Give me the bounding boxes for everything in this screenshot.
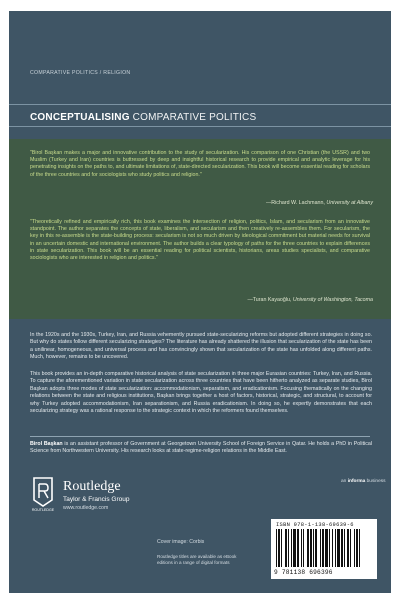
endorsement-affiliation: University at Albany	[326, 200, 373, 206]
barcode-bar	[313, 529, 314, 567]
endorsement-attribution	[266, 200, 373, 206]
barcode-bar	[335, 529, 336, 567]
informa-business-label	[341, 479, 386, 484]
barcode-bar	[303, 529, 304, 567]
endorsement-attribution	[247, 297, 373, 303]
author-name: Birol Başkan	[30, 441, 63, 447]
barcode-bar	[281, 529, 282, 567]
barcode-bar	[354, 529, 355, 567]
barcode-bar	[293, 529, 296, 567]
publisher-group: Taylor & Francis Group	[63, 496, 130, 503]
barcode-bar	[337, 529, 340, 567]
endorsement-quote: "Theoretically refined and empirically rich, this book examines the intersection of religion, politics, Islam, and secularism from an innovative standpoint. The author separates the concepts of state, liberalism, and secularism and then creatively re-assembles them. For secularism, the key in this re-assemble is the state-building process: secularism is not so much driven by ideological commitment but material needs for survival in an uncertain domestic and international environment. The author builds a clear typology of paths for the three countries to explain differences in state secularization. This book will be an essential reading for political scientists, historians, areas studies specialists, and comparative sociologists who are interested in religion and politics."	[30, 219, 370, 262]
barcode-bar	[315, 529, 317, 567]
barcode-number: 9 781138 696396	[274, 569, 333, 576]
cover-image-credit: Cover image: Corbis	[157, 539, 205, 545]
barcode-bar	[320, 529, 321, 567]
barcode-bar	[291, 529, 292, 567]
author-bio	[30, 441, 372, 456]
barcode-bar	[288, 529, 289, 567]
description-paragraph: This book provides an in-depth comparative historical analysis of state secularization in three major Eurasian countries: Turkey, Iran, and Russia. To capture the aforementioned variation in state secularization across three countries that have been hitherto analyzed as separate studies, Birol Başkan adopts three modes of state secularization: accommodationism, separatism, and eradicationism. Focusing thematically on the changing relations between the state and religious institutions, Başkan brings together a host of factors, historical, strategic, and structural, to account for why Turkey adopted accommodationism, Iran separationism, and Russia eradicationism. In doing so, he expertly demonstrates that each secularizing strategy was a rational response to the strategic context in which the reformers found themselves.	[30, 371, 372, 415]
barcode-bar	[297, 529, 299, 567]
barcode-bar	[329, 529, 330, 567]
ebook-note: Routledge titles are available as eBook editions in a range of digital formats	[157, 554, 237, 565]
barcode-bar	[341, 529, 343, 567]
isbn-label: ISBN 978-1-138-69639-6	[276, 522, 354, 528]
barcode-bar	[285, 529, 287, 567]
barcode-bar	[347, 529, 349, 567]
divider	[30, 436, 370, 437]
barcode-bar	[278, 529, 280, 567]
barcode-bar	[356, 529, 358, 567]
endorsement-affiliation: University of Washington, Tacoma	[292, 297, 373, 303]
series-banner	[9, 104, 391, 127]
informa-name: informa	[347, 479, 366, 484]
description-paragraph: In the 1920s and the 1930s, Turkey, Iran, and Russia vehemently pursued state-secularizing reforms but adopted different strategies in doing so. But why do states follow different secularizing strategies? The literature has already shattered the illusion that secularization of the state has been a unilinear, homogeneous, and universal process and has convincingly shown that secularization of the state has unfolded along different paths. Much, however, remains to be uncovered.	[30, 332, 372, 361]
isbn-barcode	[271, 519, 377, 579]
svg-text:ROUTLEDGE: ROUTLEDGE	[31, 508, 55, 512]
book-back-cover	[9, 11, 391, 593]
publisher-name: Routledge	[63, 479, 121, 494]
informa-prefix: an	[341, 479, 347, 484]
barcode-bar	[359, 529, 360, 567]
endorsement-quote: "Birol Başkan makes a major and innovative contribution to the study of secularization. His comparison of one Christian (the USSR) and two Muslim (Turkey and Iran) countries is buttressed by deep and insightful historical research to provide empirical and analytic leverage for his penetrating insights on the paths to, and ultimate limitations of, state-directed secularization. This book will become essential reading for scholars of the three countries and for sociologists who study politics and religion."	[30, 150, 370, 178]
barcode-bar	[307, 529, 309, 567]
barcode-bar	[276, 529, 277, 567]
barcode-bar	[350, 529, 351, 567]
barcode-bar	[322, 529, 324, 567]
barcode-bar	[310, 529, 312, 567]
author-bio-text: is an assistant professor of Government at Georgetown University School of Foreign Service in Qatar. He holds a PhD in Political Science from Northwestern University. His research looks at state-regime-religion relations in the Middle East.	[30, 441, 372, 455]
publisher-url: www.routledge.com	[63, 505, 109, 511]
endorsements-panel	[9, 139, 391, 319]
barcode-bar	[325, 529, 328, 567]
endorsement-author: —Richard W. Lachmann,	[266, 200, 325, 206]
barcode-bar	[332, 529, 333, 567]
barcode-bar	[301, 529, 302, 567]
barcode-bars	[276, 529, 372, 567]
series-title	[30, 112, 256, 123]
series-title-bold: CONCEPTUALISING	[30, 112, 130, 123]
informa-suffix: business	[366, 479, 386, 484]
routledge-logo-icon	[30, 476, 56, 512]
endorsement-author: —Turan Kayaoğlu,	[247, 297, 292, 303]
category-label: COMPARATIVE POLITICS / RELIGION	[30, 70, 131, 76]
series-title-light: COMPARATIVE POLITICS	[132, 112, 257, 123]
barcode-bar	[344, 529, 345, 567]
